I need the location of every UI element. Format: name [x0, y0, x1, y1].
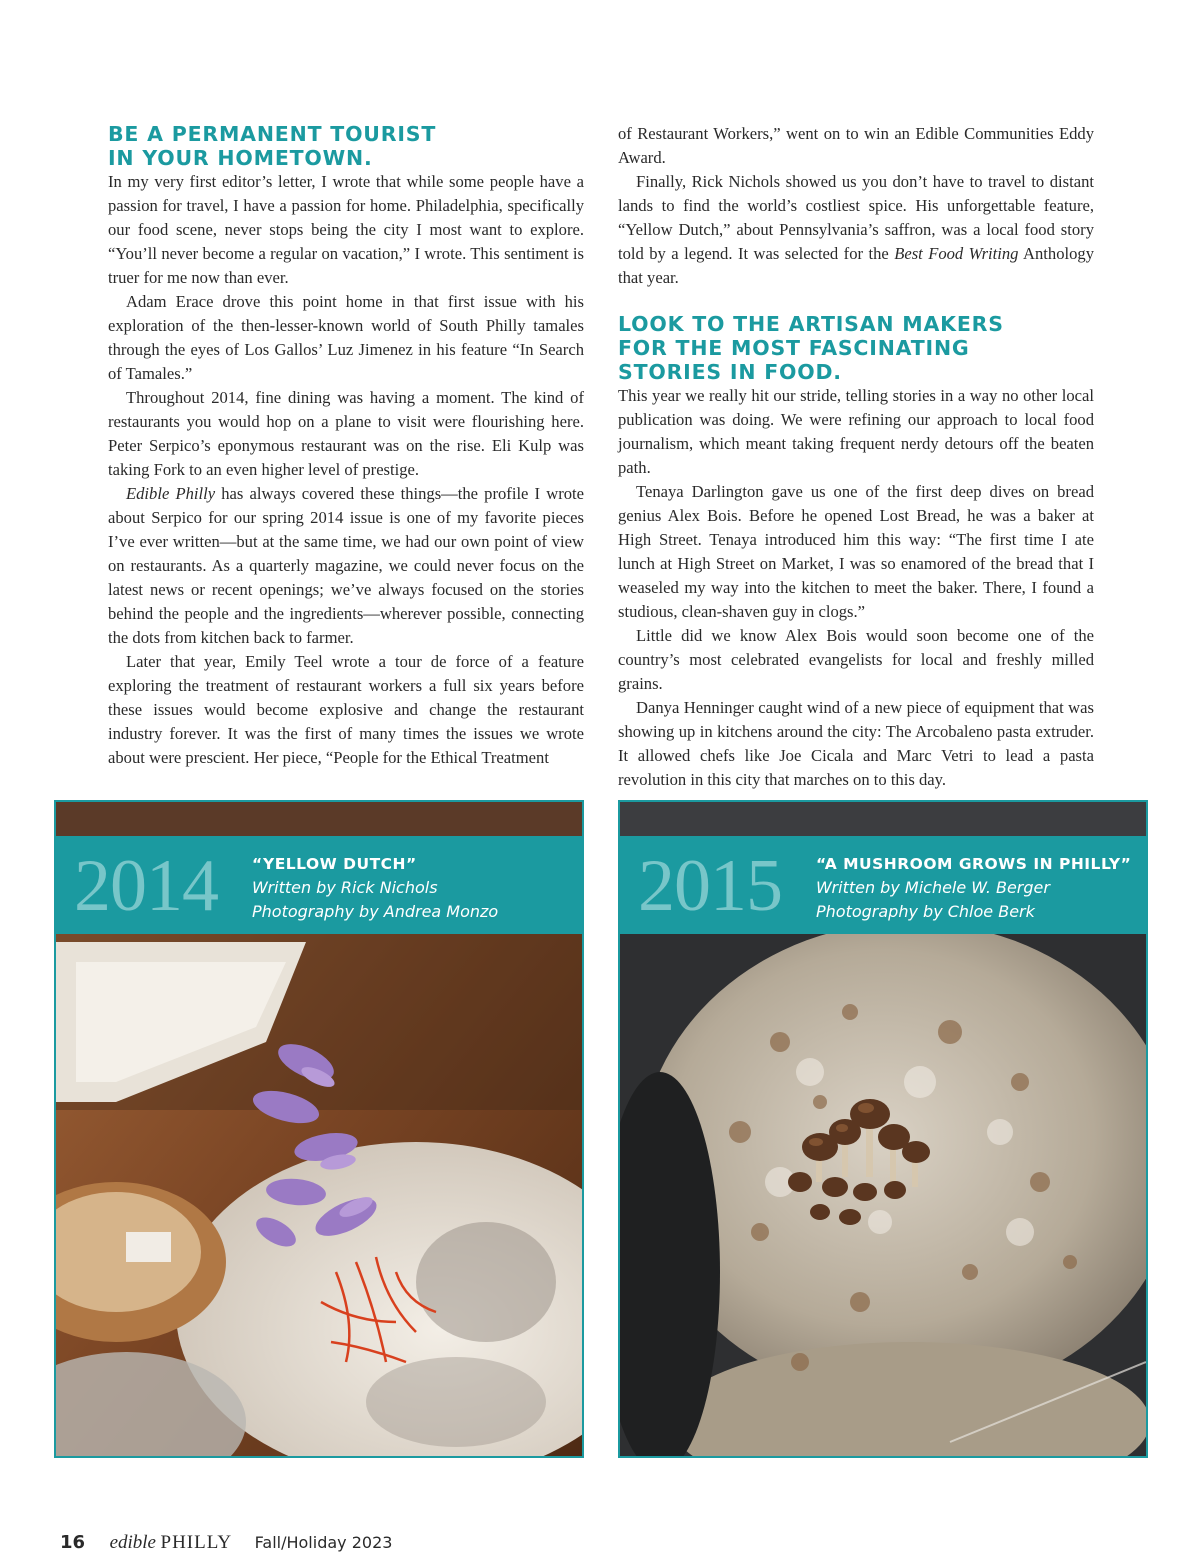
- feature-caption: [252, 852, 498, 924]
- body-paragraph: Little did we know Alex Bois would soon become one of the country’s most celebrated evangelists for local and freshly milled grains.: [618, 626, 1094, 693]
- book-title: Best Food Writing: [894, 244, 1019, 263]
- feature-title: “YELLOW DUTCH”: [252, 855, 417, 873]
- body-paragraph: Adam Erace drove this point home in that first issue with his exploration of the then-lesser-known world of South Philly tamales through the eyes of Los Gallos’ Luz Jimenez in his feature “In Search of Tamales.”: [108, 292, 584, 383]
- feature-year: 2014: [74, 845, 218, 927]
- heading-line: IN YOUR HOMETOWN.: [108, 146, 373, 170]
- heading-line: FOR THE MOST FASCINATING: [618, 336, 970, 360]
- feature-title: “A MUSHROOM GROWS IN PHILLY”: [816, 855, 1132, 873]
- feature-writer: Written by Rick Nichols: [252, 878, 438, 897]
- right-column: [618, 122, 1094, 792]
- heading-line: LOOK TO THE ARTISAN MAKERS: [618, 312, 1004, 336]
- brand-edible: edible: [109, 1532, 156, 1553]
- body-paragraph: This year we really hit our stride, telling stories in a way no other local publication was doing. We were refining our approach to local food journalism, which meant taking frequent nerdy detours off the beaten path.: [618, 386, 1094, 477]
- page-footer: [60, 1530, 392, 1555]
- body-paragraph: In my very first editor’s letter, I wrote that while some people have a passion for travel, I have a passion for home. Philadelphia, specifically our food scene, never stops being the city I most want to explore. “You’ll never become a regular on vacation,” I wrote. This sentiment is truer for me now than ever.: [108, 172, 584, 287]
- feature-year: 2015: [638, 845, 782, 927]
- body-paragraph: Tenaya Darlington gave us one of the first deep dives on bread genius Alex Bois. Before he opened Lost Bread, he was a baker at High Street. Tenaya introduced him this way: “The first time I ate lunch at High Street on Market, I was so enamored of the bread that I weaseled my way into the kitchen to meet the baker. There, I found a studious, clean-shaven guy in clogs.”: [618, 482, 1094, 621]
- heading-line: BE A PERMANENT TOURIST: [108, 122, 437, 146]
- feature-photographer: Photography by Andrea Monzo: [252, 902, 499, 921]
- body-paragraph: [618, 170, 1094, 290]
- feature-banner: [620, 836, 1146, 934]
- section-heading-artisan: [618, 312, 1094, 384]
- section-heading-tourist: [108, 122, 584, 170]
- feature-banner: [56, 836, 582, 934]
- paragraph-text: has always covered these things—the profile I wrote about Serpico for our spring 2014 issue is one of my favorite pieces I’ve ever written—but at the same time, we had our own point of view on restaurants. As a quarterly magazine, we could never focus on the latest news or recent openings; we’ve always focused on the stories behind the people and the ingredients—wherever possible, connecting the dots from kitchen back to farmer.: [108, 484, 585, 647]
- page-number: 16: [60, 1532, 86, 1553]
- heading-line: STORIES IN FOOD.: [618, 360, 842, 384]
- feature-panel-2014: [54, 800, 584, 1458]
- body-paragraph: Later that year, Emily Teel wrote a tour de force of a feature exploring the treatment of restaurant workers a full six years before these issues would become explosive and change the restaurant industry forever. It was the first of many times the issues we wrote about were prescient. Her piece, “People for the Ethical Treatment: [108, 652, 584, 767]
- issue-label: Fall/Holiday 2023: [254, 1533, 393, 1552]
- body-paragraph: [108, 482, 584, 650]
- paragraph-text: Finally, Rick Nichols showed us you don’t have to travel to distant lands to find the world’s costliest spice. His unforgettable feature, “Yellow Dutch,” about Pennsylvania’s saffron, was a local food story told by a legend. It was selected for the: [618, 172, 1094, 263]
- brand-philly: PHILLY: [160, 1532, 233, 1553]
- feature-panel-2015: [618, 800, 1148, 1458]
- feature-photographer: Photography by Chloe Berk: [816, 902, 1035, 921]
- body-paragraph: of Restaurant Workers,” went on to win an Edible Communities Eddy Award.: [618, 124, 1094, 167]
- left-column: [108, 122, 584, 770]
- body-paragraph: Throughout 2014, fine dining was having a moment. The kind of restaurants you would hop on a plane to visit were flourishing here. Peter Serpico’s eponymous restaurant was on the rise. Eli Kulp was taking Fork to an even higher level of prestige.: [108, 388, 584, 479]
- paragraph-text: Anthology that year.: [618, 244, 1094, 287]
- feature-caption: [816, 852, 1131, 924]
- body-paragraph: Danya Henninger caught wind of a new piece of equipment that was showing up in kitchens around the city: The Arcobaleno pasta extruder. It allowed chefs like Joe Cicala and Marc Vetri to lead a pasta revolution in this city that marches on to this day.: [618, 698, 1094, 789]
- feature-writer: Written by Michele W. Berger: [816, 878, 1050, 897]
- publication-name: Edible Philly: [126, 484, 216, 503]
